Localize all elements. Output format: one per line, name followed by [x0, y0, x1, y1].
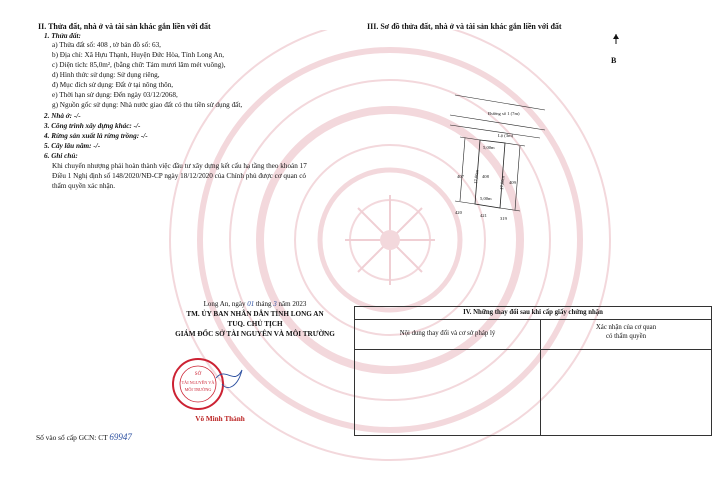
col-confirmation-line2: có thẩm quyền — [605, 333, 646, 340]
table-header-row — [355, 319, 711, 350]
forest-item: 4. Rừng sản xuất là rừng trồng: -/- — [44, 132, 148, 140]
note-line: Điều 1 Nghị định số 148/2020/NĐ-CP ngày 18/12/2020 của Chính phủ được cơ quan có — [52, 172, 306, 180]
north-arrow-glyph — [611, 34, 621, 54]
signature-block — [150, 300, 360, 338]
right-length-label: 17,00m — [499, 175, 506, 191]
signer-name: Võ Minh Thành — [195, 415, 245, 423]
date-day: 01 — [247, 300, 255, 308]
top-width-label: 5,00m — [483, 145, 495, 150]
org-line-2: TUQ. CHỦ TỊCH — [227, 320, 283, 328]
note-line: Khi chuyển nhượng phải hoàn thành việc đầu tư xây dựng kết cấu hạ tầng theo khoản 17 — [52, 162, 307, 170]
col-change-content: Nội dung thay đổi và cơ sở pháp lý — [399, 330, 496, 337]
notes-heading: 6. Ghi chú: — [44, 152, 78, 160]
house-item: 2. Nhà ở: -/- — [44, 112, 81, 120]
bottom-right-parcel: 319 — [500, 216, 507, 221]
seal-text-bot: MÔI TRƯỜNG — [184, 387, 212, 392]
left-neighbor: 407 — [457, 174, 464, 179]
org-line-1: TM. ỦY BAN NHÂN DÂN TỈNH LONG AN — [186, 310, 324, 318]
land-line: đ) Mục đích sử dụng: Đất ở tại nông thôn, — [52, 81, 174, 89]
col-confirmation-line1: Xác nhận của cơ quan — [595, 324, 657, 331]
seal-text-top: SỞ — [194, 372, 202, 377]
right-neighbor: 409 — [509, 180, 516, 185]
note-line: thẩm quyền xác nhận. — [52, 182, 116, 190]
bottom-width-label: 5,00m — [480, 196, 492, 201]
date-prefix: Long An, ngày — [203, 300, 246, 308]
north-arrow-icon — [611, 34, 621, 65]
registry-number — [36, 432, 132, 442]
section-2-title: II. Thửa đất, nhà ở và tài sản khác gắn liền với đất — [38, 22, 211, 31]
col-confirmation — [540, 319, 711, 349]
land-line: a) Thửa đất số: 408 , tờ bản đồ số: 63, — [52, 41, 161, 49]
bottom-mid-parcel: 421 — [480, 213, 487, 218]
road-2-label: Lộ (3m) — [498, 133, 514, 138]
registry-label: Số vào sổ cấp GCN: CT — [36, 433, 108, 442]
seal-text-mid: TÀI NGUYÊN VÀ — [181, 380, 215, 385]
org-line-3: GIÁM ĐỐC SỞ TÀI NGUYÊN VÀ MÔI TRƯỜNG — [175, 330, 335, 338]
registry-value: 69947 — [109, 432, 132, 442]
section-4-title: IV. Những thay đổi sau khi cấp giấy chứng nhận — [355, 307, 711, 320]
bottom-left-parcel: 420 — [455, 210, 462, 215]
land-line: d) Hình thức sử dụng: Sử dụng riêng, — [52, 71, 160, 79]
land-line: e) Thời hạn sử dụng: Đến ngày 03/12/2068, — [52, 91, 178, 99]
table-column-divider — [540, 349, 541, 435]
parcel-diagram — [420, 80, 560, 230]
date-month: 3 — [273, 300, 277, 308]
land-line: c) Diện tích: 85,0m², (bằng chữ: Tám mươi lăm mét vuông), — [52, 61, 226, 69]
parcel-number: 408 — [482, 174, 489, 179]
section-3-title: III. Sơ đồ thửa đất, nhà ở và tài sản khác gắn liền với đất — [367, 22, 562, 31]
land-line: g) Nguồn gốc sử dụng: Nhà nước giao đất có thu tiền sử dụng đất, — [52, 101, 243, 109]
sign-date — [150, 300, 360, 308]
official-seal — [168, 356, 250, 412]
changes-table — [354, 306, 712, 436]
construction-item: 3. Công trình xây dựng khác: -/- — [44, 122, 141, 130]
left-length-label: 17,00m — [473, 169, 480, 185]
date-month-label: tháng — [255, 300, 272, 308]
road-1-label: Đường số 1 (7m) — [488, 111, 520, 116]
land-heading: 1. Thửa đất: — [44, 32, 81, 40]
compass-label: B — [611, 56, 617, 65]
date-year: năm 2023 — [278, 300, 307, 308]
land-line: b) Địa chỉ: Xã Hựu Thạnh, Huyện Đức Hòa, Tỉnh Long An, — [52, 51, 225, 59]
perennial-item: 5. Cây lâu năm: -/- — [44, 142, 101, 150]
